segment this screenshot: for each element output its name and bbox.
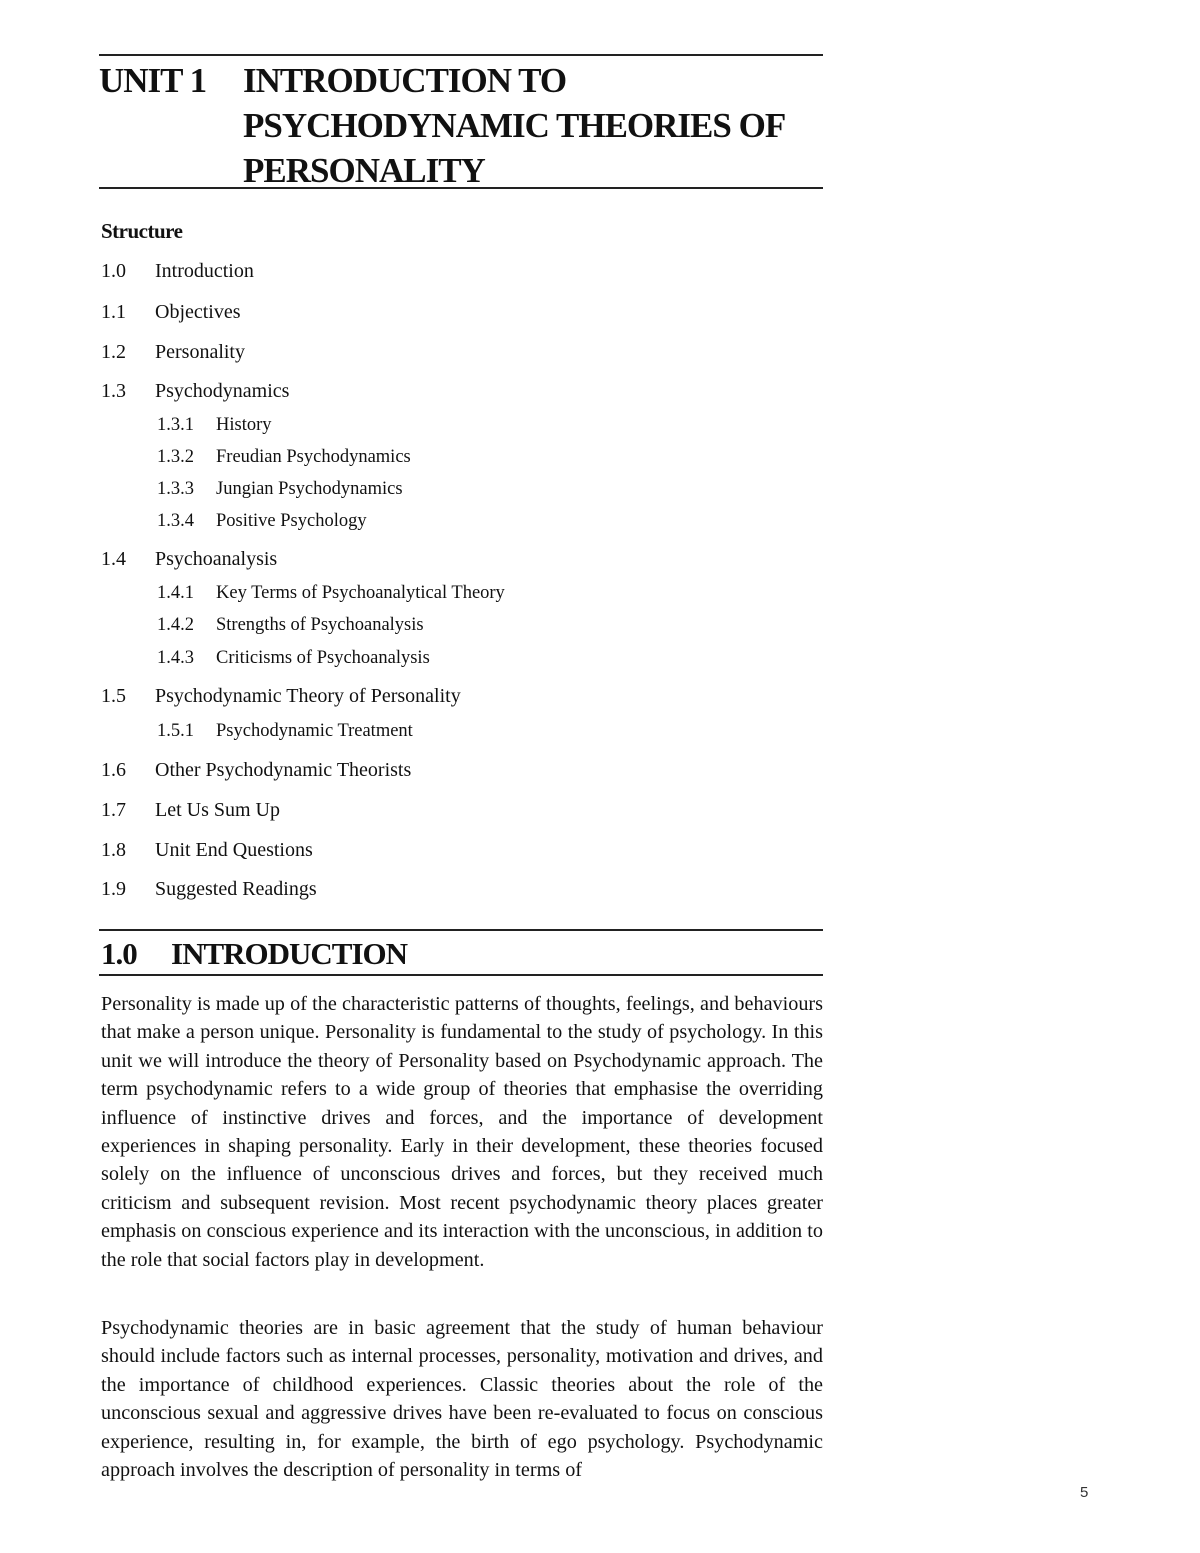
toc-item-number: 1.5 xyxy=(101,685,126,707)
toc-item-label: Psychodynamic Treatment xyxy=(216,721,413,741)
unit-title: INTRODUCTION TO PSYCHODYNAMIC THEORIES OF PERSONALITY xyxy=(243,61,784,190)
toc-item-number: 1.3 xyxy=(101,380,126,402)
toc-item-number: 1.3.3 xyxy=(157,479,194,499)
toc-item-label: Strengths of Psychoanalysis xyxy=(216,615,424,635)
toc-item-label: Let Us Sum Up xyxy=(155,799,280,821)
toc-item-number: 1.2 xyxy=(101,341,126,363)
section-title: INTRODUCTION xyxy=(171,936,408,971)
unit-label: UNIT 1 xyxy=(99,61,207,100)
toc-item-number: 1.4.2 xyxy=(157,615,194,635)
toc-item-number: 1.3.4 xyxy=(157,511,194,531)
paragraph-2: Psychodynamic theories are in basic agreement that the study of human behaviour should include factors such as internal processes, personality, motivation and drives, and the importance of childhood experiences. Classic theories about the role of the unconscious sexual and aggressive drives have been re-evaluated to focus on conscious experience, resulting in, for example, the birth of ego psychology. Psychodynamic approach involves the description of personality in terms of xyxy=(101,1317,823,1482)
toc-item-label: Unit End Questions xyxy=(155,839,313,861)
toc-item-label: Psychoanalysis xyxy=(155,548,278,570)
toc-item-number: 1.0 xyxy=(101,260,126,282)
toc-item-number: 1.3.2 xyxy=(157,447,194,467)
toc-item-label: Other Psychodynamic Theorists xyxy=(155,759,412,781)
toc-item-label: Key Terms of Psychoanalytical Theory xyxy=(216,583,505,603)
toc-item-number: 1.9 xyxy=(101,878,126,900)
toc-item-label: Jungian Psychodynamics xyxy=(216,479,403,499)
page-number: 5 xyxy=(1080,1484,1089,1501)
toc-item-label: Objectives xyxy=(155,301,241,323)
section-top-rule xyxy=(99,929,823,931)
toc-item-number: 1.4 xyxy=(101,548,126,570)
toc-item-number: 1.5.1 xyxy=(157,721,194,741)
toc-item-label: Freudian Psychodynamics xyxy=(216,447,411,467)
section-number: 1.0 xyxy=(101,936,137,971)
toc-item-label: Psychodynamic Theory of Personality xyxy=(155,685,461,707)
toc-item-number: 1.4.1 xyxy=(157,583,194,603)
toc-item-label: Personality xyxy=(155,341,245,363)
toc-item-number: 1.4.3 xyxy=(157,648,194,668)
toc-item-number: 1.1 xyxy=(101,301,126,323)
toc-item-number: 1.3.1 xyxy=(157,415,194,435)
section-bottom-rule xyxy=(99,974,823,976)
toc-item-number: 1.7 xyxy=(101,799,126,821)
toc-item-label: Suggested Readings xyxy=(155,878,317,900)
toc-item-label: History xyxy=(216,415,272,435)
toc-item-label: Positive Psychology xyxy=(216,511,367,531)
toc-item-label: Introduction xyxy=(155,260,254,282)
toc-item-label: Psychodynamics xyxy=(155,380,290,402)
toc-item-number: 1.6 xyxy=(101,759,126,781)
paragraph-1: Personality is made up of the characteristic patterns of thoughts, feelings, and behaviours that make a person unique. Personality is fundamental to the study of psychology. In this unit we will introduce the theory of Personality based on Psychodynamic approach. The term psychodynamic refers to a wide group of theories that emphasise the overriding influence of instinctive drives and forces, and the importance of development experiences in shaping personality. Early in their development, these theories focused solely on the influence of unconscious drives and forces, but they received much criticism and subsequent revision. Most recent psychodynamic theory places greater emphasis on conscious experience and its interaction with the unconscious, in addition to the role that social factors play in development. xyxy=(101,993,823,1271)
toc-item-label: Criticisms of Psychoanalysis xyxy=(216,648,430,668)
structure-heading: Structure xyxy=(101,219,183,243)
toc-item-number: 1.8 xyxy=(101,839,126,861)
header-bottom-rule xyxy=(99,187,823,189)
top-rule xyxy=(99,54,823,56)
